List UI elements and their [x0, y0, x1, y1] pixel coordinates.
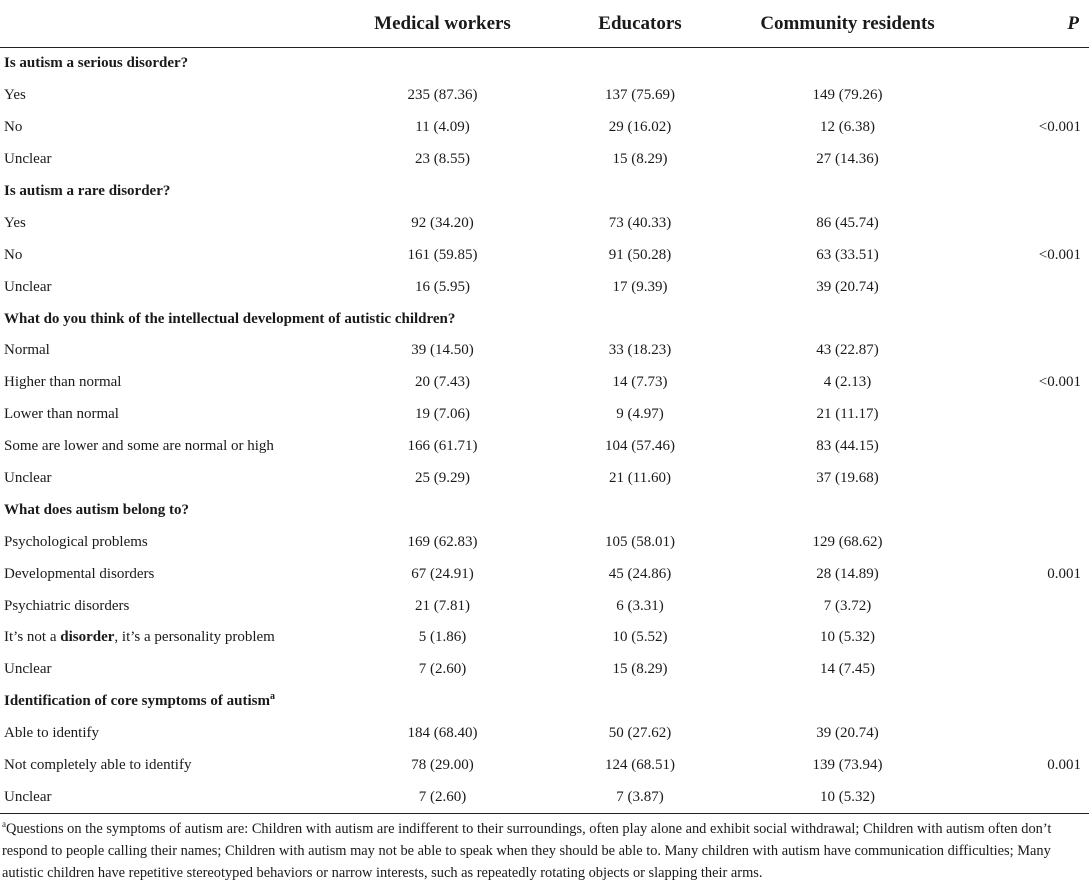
table-row [0, 750, 1089, 782]
row-label: No [4, 246, 23, 263]
community-residents-value: 28 (14.89) [816, 565, 879, 582]
educators-value: 7 (3.87) [555, 781, 725, 813]
medical-workers-value: 78 (29.00) [411, 757, 474, 774]
row-label: Some are lower and some are normal or high [4, 438, 274, 455]
medical-workers-value: 161 (59.85) [407, 246, 478, 263]
table-row [0, 367, 1089, 399]
p-value [970, 271, 1089, 303]
medical-workers-value: 67 (24.91) [411, 565, 474, 582]
row-label: Able to identify [4, 725, 99, 742]
educators-value: 17 (9.39) [612, 278, 668, 295]
community-residents-value: 139 (73.94) [812, 757, 883, 774]
table-row [0, 335, 1089, 367]
table-row [0, 526, 1089, 558]
community-residents-value: 10 (5.32) [820, 629, 875, 646]
educators-value: 73 (40.33) [608, 214, 672, 231]
section-row [0, 686, 1089, 718]
row-label: Unclear [4, 151, 52, 168]
row-label: Yes [4, 87, 26, 104]
section-title-text: Identification of core symptoms of autism [4, 693, 270, 710]
footnote [2, 818, 1082, 884]
educators-value: 6 (3.31) [616, 597, 664, 614]
table-row [0, 590, 1089, 622]
row-label: Unclear [4, 470, 52, 487]
table-row [0, 718, 1089, 750]
table-row [0, 558, 1089, 590]
medical-workers-value: 23 (8.55) [415, 151, 470, 168]
educators-value: 105 (58.01) [605, 533, 675, 550]
educators-value: 45 (24.86) [608, 565, 672, 582]
educators-value: 10 (5.52) [612, 629, 668, 646]
row-label: Developmental disorders [4, 565, 155, 582]
community-residents-value: 12 (6.38) [820, 119, 875, 136]
header-medical-workers: Medical workers [330, 0, 555, 48]
section-title [0, 176, 1089, 208]
p-value [970, 781, 1089, 813]
table-row [0, 80, 1089, 112]
p-value [970, 526, 1089, 558]
table-row [0, 112, 1089, 144]
community-residents-value: 39 (20.74) [816, 278, 879, 295]
header-p-value: P [970, 0, 1089, 48]
educators-value: 29 (16.02) [608, 119, 672, 136]
table-row [0, 399, 1089, 431]
row-label: Higher than normal [4, 374, 122, 391]
community-residents-value: 63 (33.51) [816, 246, 879, 263]
p-value [970, 399, 1089, 431]
medical-workers-value: 235 (87.36) [407, 87, 478, 104]
table-row [0, 271, 1089, 303]
table-row [0, 463, 1089, 495]
row-label-part: It’s not a [4, 629, 61, 646]
educators-value: 21 (11.60) [609, 470, 671, 487]
table-row [0, 239, 1089, 271]
header-educators: Educators [555, 0, 725, 48]
row-label: Unclear [0, 781, 330, 813]
community-residents-value: 27 (14.36) [816, 151, 879, 168]
row-label: Not completely able to identify [4, 757, 192, 774]
section-row [0, 176, 1089, 208]
medical-workers-value: 169 (62.83) [407, 533, 478, 550]
table-row [0, 144, 1089, 176]
educators-value: 15 (8.29) [612, 661, 668, 678]
p-value [970, 144, 1089, 176]
community-residents-value: 83 (44.15) [816, 438, 879, 455]
community-residents-value: 39 (20.74) [816, 725, 879, 742]
footnote-marker: a [269, 691, 275, 703]
p-value [970, 718, 1089, 750]
medical-workers-value: 16 (5.95) [415, 278, 470, 295]
p-value: <0.001 [1038, 374, 1081, 391]
medical-workers-value: 11 (4.09) [415, 119, 470, 136]
row-label [0, 622, 330, 654]
medical-workers-value: 25 (9.29) [415, 470, 470, 487]
community-residents-value: 129 (68.62) [812, 533, 883, 550]
medical-workers-value: 7 (2.60) [418, 661, 467, 678]
section-title-text: What does autism belong to? [4, 501, 190, 518]
section-title-text: Is autism a rare disorder? [4, 183, 171, 199]
row-label-part: , it’s a personality problem [114, 629, 275, 646]
row-label-part: disorder [60, 629, 115, 646]
p-value: <0.001 [1038, 246, 1081, 263]
section-row [0, 303, 1089, 335]
community-residents-value: 86 (45.74) [816, 214, 879, 231]
medical-workers-value: 20 (7.43) [415, 374, 470, 391]
section-title-text: What do you think of the intellectual development of autistic children? [4, 310, 456, 327]
p-value: 0.001 [1047, 757, 1081, 774]
header-row [0, 0, 1089, 48]
row-label: Psychological problems [4, 533, 148, 550]
header-community-residents: Community residents [725, 0, 970, 48]
table-row [0, 781, 1089, 813]
row-label: No [4, 119, 23, 136]
medical-workers-value: 5 (1.86) [418, 629, 467, 646]
row-label: Unclear [4, 661, 52, 678]
table-row [0, 431, 1089, 463]
p-value [970, 622, 1089, 654]
section-title [0, 494, 1089, 526]
table-row [0, 654, 1089, 686]
medical-workers-value: 19 (7.06) [415, 406, 470, 423]
row-label: Yes [4, 214, 26, 231]
table-header [0, 0, 1089, 48]
community-residents-value: 37 (19.68) [816, 470, 879, 487]
table-row [0, 207, 1089, 239]
community-residents-value: 14 (7.45) [820, 661, 875, 678]
p-value [970, 80, 1089, 112]
section-title [0, 686, 1089, 718]
medical-workers-value: 21 (7.81) [415, 597, 470, 614]
row-label: Normal [4, 342, 50, 359]
p-value [970, 590, 1089, 622]
p-value: <0.001 [1038, 119, 1081, 136]
educators-value: 33 (18.23) [608, 342, 672, 359]
section-title-text: Is autism a serious disorder? [4, 55, 189, 72]
p-value [970, 463, 1089, 495]
table-body [0, 48, 1089, 814]
educators-value: 15 (8.29) [612, 151, 668, 168]
medical-workers-value: 166 (61.71) [407, 438, 478, 455]
section-title [0, 303, 1089, 335]
community-residents-value: 43 (22.87) [816, 342, 879, 359]
medical-workers-value: 39 (14.50) [411, 342, 474, 359]
row-label: Lower than normal [4, 406, 119, 423]
section-row [0, 48, 1089, 80]
footnote-text: Questions on the symptoms of autism are: Children with autism are indifferent to their surroundings, often play alone and exhibit social withdrawal; Children with autism often don’t respond to people calling their names; Children with autism may not be able to speak when they should be able to. Many children with autism have communication difficulties; Many autistic children have repetitive stereotyped behaviors or narrow interests, such as repeatedly rotating objects or slapping their arms. [2, 821, 1052, 881]
educators-value: 9 (4.97) [616, 406, 664, 423]
header-blank [0, 0, 330, 48]
educators-value: 104 (57.46) [605, 438, 675, 455]
section-row [0, 494, 1089, 526]
row-label: Psychiatric disorders [4, 597, 130, 614]
educators-value: 124 (68.51) [605, 757, 675, 774]
p-value [970, 431, 1089, 463]
p-value: 0.001 [1047, 565, 1081, 582]
row-label: Unclear [4, 278, 52, 295]
educators-value: 50 (27.62) [608, 725, 672, 742]
medical-workers-value: 7 (2.60) [330, 781, 555, 813]
medical-workers-value: 92 (34.20) [411, 214, 474, 231]
educators-value: 137 (75.69) [605, 87, 675, 104]
table-row [0, 622, 1089, 654]
footnote-marker: a [2, 819, 6, 830]
p-value [970, 207, 1089, 239]
community-residents-value: 10 (5.32) [725, 781, 970, 813]
community-residents-value: 4 (2.13) [823, 374, 872, 391]
medical-workers-value: 184 (68.40) [407, 725, 478, 742]
community-residents-value: 21 (11.17) [816, 406, 879, 423]
section-title [0, 48, 1089, 80]
community-residents-value: 7 (3.72) [823, 597, 872, 614]
educators-value: 91 (50.28) [608, 246, 672, 263]
community-residents-value: 149 (79.26) [812, 87, 883, 104]
educators-value: 14 (7.73) [612, 374, 668, 391]
p-value [970, 654, 1089, 686]
p-value [970, 335, 1089, 367]
